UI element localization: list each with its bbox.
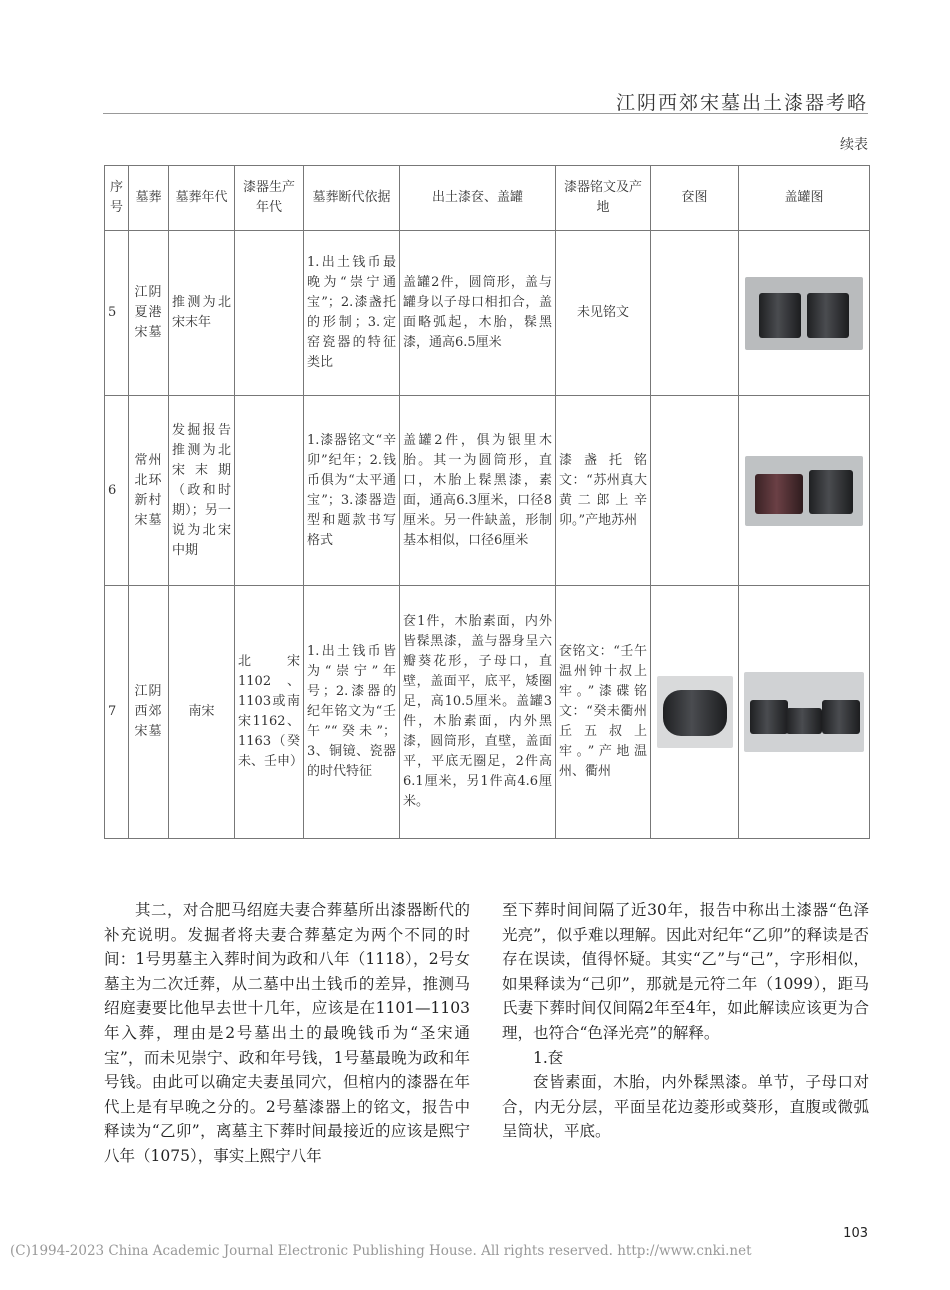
- jar-image-cell: [739, 396, 870, 586]
- inscription: 未见铭文: [556, 231, 651, 396]
- section-heading: 1.奁: [533, 1048, 564, 1067]
- col-header: 漆器生产年代: [235, 166, 304, 231]
- table-row: [105, 231, 870, 396]
- page-number: 103: [843, 1226, 868, 1241]
- lian-box-photo: [657, 676, 733, 748]
- table-header-row: [105, 166, 870, 231]
- col-header: 盖罐图: [739, 166, 870, 231]
- header-rule: [103, 113, 868, 114]
- table-row: [105, 586, 870, 839]
- production-date: [235, 231, 304, 396]
- col-header: 墓葬年代: [169, 166, 235, 231]
- copyright-footer: (C)1994-2023 China Academic Journal Electronic Publishing House. All rights reserved. http://www.cnki.net: [10, 1243, 752, 1259]
- lidded-jar-photo: [745, 456, 863, 526]
- col-header: 墓葬: [129, 166, 169, 231]
- lian-image-cell: [651, 231, 739, 396]
- running-header: 江阴西郊宋墓出土漆器考略: [615, 92, 868, 114]
- paragraph: 其二，对合肥马绍庭夫妻合葬墓所出漆器断代的补充说明。发掘者将夫妻合葬墓定为两个不同的时间：1号男墓主入葬时间为政和八年（1118），2号女墓主为二次迁葬，从二墓中出土钱币的差异，推测马绍庭妻要比他早去世十几年，应该是在1101—1103年入葬，理由是2号墓出土的最晚钱币为“圣宋通宝”，而未见崇宁、政和年号钱，1号墓最晚为政和年号钱。由此可以确定夫妻虽同穴，但棺内的漆器在年代上是有早晚之分的。2号墓漆器上的铭文，报告中释读为“乙卯”，离墓主下葬时间最接近的应该是熙宁八年（1075），事实上熙宁八年: [104, 901, 470, 1165]
- tomb-date: 发掘报告推测为北宋末期（政和时期）；另一说为北宋中期: [169, 396, 235, 586]
- excavated-items: 盖罐2件，俱为银里木胎。其一为圆筒形，直口，木胎上髹黑漆，素面，通高6.3厘米，口径8厘米。另一件缺盖，形制基本相似，口径6厘米: [400, 396, 556, 586]
- lian-image-cell: [651, 396, 739, 586]
- dating-basis: 1.出土钱币皆为“崇宁”年号；2.漆器的纪年铭文为“壬午”“癸未”；3、铜镜、瓷器的时代特征: [304, 586, 400, 839]
- col-header: 序号: [105, 166, 129, 231]
- inscription: 漆盏托铭文：“苏州真大黄二郎上辛卯。”产地苏州: [556, 396, 651, 586]
- paragraph: 至下葬时间间隔了近30年，报告中称出土漆器“色泽光亮”，似乎难以理解。因此对纪年“乙卯”的释读是否存在误读，值得怀疑。其实“乙”与“己”，字形相似，如果释读为“己卯”，那就是元符二年（1099），距马氏妻下葬时间仅间隔2年至4年，如此解读应该更为合理，也符合“色泽光亮”的解释。: [502, 901, 869, 1042]
- lacquer-table: [104, 165, 870, 839]
- production-date: [235, 396, 304, 586]
- continuation-label: 续表: [840, 137, 868, 153]
- table-row: [105, 396, 870, 586]
- production-date: 北宋1102、1103或南宋1162、1163（癸未、壬申）: [235, 586, 304, 839]
- body-column-left: [104, 898, 470, 1169]
- tomb-name: 江阴夏港宋墓: [129, 231, 169, 396]
- col-header: 漆器铭文及产地: [556, 166, 651, 231]
- lidded-jar-photo: [744, 672, 864, 752]
- tomb-name: 常州北环新村宋墓: [129, 396, 169, 586]
- tomb-date: 南宋: [169, 586, 235, 839]
- tomb-name: 江阴西郊宋墓: [129, 586, 169, 839]
- excavated-items: 盖罐2件，圆筒形，盖与罐身以子母口相扣合，盖面略弧起，木胎，髹黑漆，通高6.5厘米: [400, 231, 556, 396]
- body-column-right: [502, 898, 869, 1144]
- dating-basis: 1.漆器铭文“辛卯”纪年；2.钱币俱为“太平通宝”；3.漆器造型和题款书写格式: [304, 396, 400, 586]
- lidded-jar-photo: [745, 277, 863, 350]
- col-header: 奁图: [651, 166, 739, 231]
- col-header: 墓葬断代依据: [304, 166, 400, 231]
- tomb-date: 推测为北宋末年: [169, 231, 235, 396]
- jar-image-cell: [739, 231, 870, 396]
- jar-image-cell: [739, 586, 870, 839]
- row-number: 6: [105, 396, 129, 586]
- col-header: 出土漆奁、盖罐: [400, 166, 556, 231]
- row-number: 5: [105, 231, 129, 396]
- paragraph: 奁皆素面，木胎，内外髹黑漆。单节，子母口对合，内无分层，平面呈花边菱形或葵形，直腹或微弧呈筒状，平底。: [502, 1073, 869, 1141]
- excavated-items: 奁1件，木胎素面，内外皆髹黑漆，盖与器身呈六瓣葵花形，子母口，直壁，盖面平，底平，矮圈足，高10.5厘米。盖罐3件，木胎素面，内外黑漆，圆筒形，直壁，盖面平，平底无圈足，2件高6.1厘米，另1件高4.6厘米。: [400, 586, 556, 839]
- inscription: 奁铭文：“壬午温州钟十叔上牢。”漆碟铭文：“癸未衢州丘五叔上牢。”产地温州、衢州: [556, 586, 651, 839]
- row-number: 7: [105, 586, 129, 839]
- dating-basis: 1.出土钱币最晚为“崇宁通宝”；2.漆盏托的形制；3.定窑瓷器的特征类比: [304, 231, 400, 396]
- lian-image-cell: [651, 586, 739, 839]
